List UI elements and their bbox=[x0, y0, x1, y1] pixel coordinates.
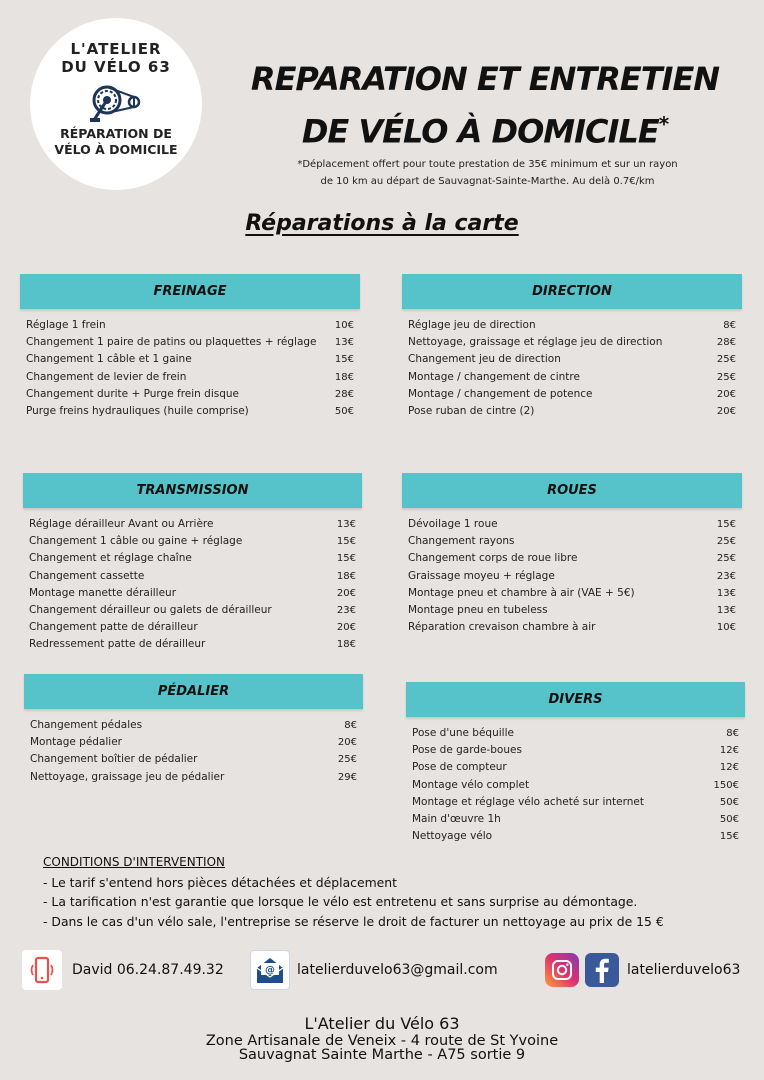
price-row bbox=[20, 317, 360, 334]
price-row bbox=[402, 516, 742, 533]
service-label: Changement durite + Purge frein disque bbox=[26, 387, 239, 400]
section-roues bbox=[402, 473, 742, 636]
price-row bbox=[23, 585, 362, 602]
service-label: Changement 1 câble ou gaine + réglage bbox=[29, 535, 243, 548]
service-price: 18€ bbox=[334, 371, 354, 383]
service-price: 15€ bbox=[334, 354, 354, 366]
footer-address1: Zone Artisanale de Veneix - 4 route de St Yvoine bbox=[205, 1033, 559, 1049]
service-price: 13€ bbox=[334, 337, 354, 349]
price-row bbox=[20, 369, 360, 386]
section-freinage bbox=[20, 274, 360, 420]
price-row bbox=[402, 602, 742, 619]
page-title-line1: REPARATION ET ENTRETIEN bbox=[250, 60, 720, 98]
price-row bbox=[23, 619, 362, 636]
price-row bbox=[20, 403, 360, 420]
email-text[interactable]: latelierduvelo63@gmail.com bbox=[297, 962, 498, 978]
service-price: 28€ bbox=[334, 388, 354, 400]
service-label: Nettoyage, graissage et réglage jeu de direction bbox=[408, 336, 663, 349]
price-row bbox=[402, 550, 742, 567]
section-items bbox=[402, 516, 742, 636]
service-price: 23€ bbox=[716, 570, 736, 582]
phone-text[interactable]: David 06.24.87.49.32 bbox=[72, 962, 224, 978]
service-label: Changement corps de roue libre bbox=[408, 552, 578, 565]
service-price: 13€ bbox=[716, 605, 736, 617]
service-price: 13€ bbox=[336, 519, 356, 530]
service-label: Changement 1 paire de patins ou plaquettes + réglage bbox=[26, 336, 317, 349]
service-price: 25€ bbox=[716, 354, 736, 366]
section-items bbox=[406, 725, 745, 845]
service-label: Montage / changement de cintre bbox=[408, 370, 580, 383]
bike-chainring-icon bbox=[90, 80, 142, 124]
price-row bbox=[402, 568, 742, 585]
service-price: 50€ bbox=[719, 814, 739, 826]
service-price: 50€ bbox=[719, 796, 739, 808]
travel-note-line1: *Déplacement offert pour toute prestation de 35€ minimum et sur un rayon bbox=[297, 159, 678, 170]
service-price: 13€ bbox=[716, 587, 736, 599]
service-label: Changement et réglage chaîne bbox=[29, 552, 192, 565]
logo bbox=[30, 18, 202, 190]
service-price: 18€ bbox=[336, 639, 356, 651]
service-price: 20€ bbox=[336, 622, 356, 634]
service-price: 15€ bbox=[336, 536, 356, 548]
service-label: Montage et réglage vélo acheté sur internet bbox=[412, 795, 644, 808]
service-price: 150€ bbox=[713, 779, 739, 791]
service-price: 20€ bbox=[336, 587, 356, 599]
service-label: Réparation crevaison chambre à air bbox=[408, 621, 596, 634]
service-label: Changement dérailleur ou galets de dérailleur bbox=[29, 604, 272, 617]
price-row bbox=[20, 334, 360, 351]
service-price: 15€ bbox=[716, 519, 736, 530]
price-row bbox=[402, 386, 742, 403]
logo-line2: DU VÉLO 63 bbox=[61, 58, 171, 76]
price-row bbox=[406, 777, 745, 794]
service-price: 20€ bbox=[716, 388, 736, 400]
price-row bbox=[23, 602, 362, 619]
service-label: Montage pneu en tubeless bbox=[408, 604, 548, 617]
service-label: Réglage jeu de direction bbox=[408, 319, 536, 331]
price-row bbox=[24, 734, 363, 751]
price-row bbox=[406, 725, 745, 742]
price-row bbox=[23, 636, 362, 653]
contact-email bbox=[250, 950, 498, 990]
condition-line: - Le tarif s'entend hors pièces détachées et déplacement bbox=[43, 874, 397, 890]
service-label: Redressement patte de dérailleur bbox=[29, 638, 206, 651]
service-label: Purge freins hydrauliques (huile comprise) bbox=[26, 405, 249, 418]
price-row bbox=[20, 386, 360, 403]
phone-icon bbox=[22, 950, 62, 990]
price-row bbox=[406, 794, 745, 811]
service-label: Réglage 1 frein bbox=[26, 319, 106, 331]
service-label: Graissage moyeu + réglage bbox=[408, 569, 555, 582]
logo-sub1: RÉPARATION DE bbox=[60, 126, 172, 141]
price-row bbox=[406, 742, 745, 759]
section-items bbox=[402, 317, 742, 420]
price-row bbox=[23, 516, 362, 533]
service-price: 29€ bbox=[337, 771, 357, 783]
section-header-divers: DIVERS bbox=[406, 682, 745, 717]
service-label: Changement patte de dérailleur bbox=[29, 621, 198, 634]
service-price: 15€ bbox=[719, 831, 739, 843]
travel-note-line2: de 10 km au départ de Sauvagnat-Sainte-Marthe. Au delà 0.7€/km bbox=[320, 176, 655, 187]
section-divers bbox=[406, 682, 745, 845]
service-price: 23€ bbox=[336, 605, 356, 617]
service-price: 12€ bbox=[719, 745, 739, 757]
section-direction bbox=[402, 274, 742, 420]
condition-line: - La tarification n'est garantie que lorsque le vélo est entretenu et sans surprise au démontage. bbox=[43, 894, 638, 909]
conditions-title: CONDITIONS D'INTERVENTION bbox=[43, 855, 226, 869]
service-price: 18€ bbox=[336, 570, 356, 582]
footer-name: L'Atelier du Vélo 63 bbox=[304, 1014, 460, 1033]
email-icon bbox=[250, 950, 290, 990]
section-items bbox=[23, 516, 362, 654]
price-row bbox=[402, 619, 742, 636]
service-label: Montage pédalier bbox=[30, 736, 122, 749]
price-row bbox=[20, 351, 360, 368]
service-label: Changement rayons bbox=[408, 535, 515, 548]
price-row bbox=[24, 769, 363, 786]
service-price: 12€ bbox=[719, 762, 739, 774]
service-price: 25€ bbox=[716, 553, 736, 565]
service-label: Pose ruban de cintre (2) bbox=[408, 405, 535, 418]
price-row bbox=[402, 317, 742, 334]
service-price: 28€ bbox=[716, 337, 736, 349]
service-price: 8€ bbox=[723, 320, 736, 331]
service-price: 20€ bbox=[337, 737, 357, 749]
service-label: Changement boîtier de pédalier bbox=[30, 753, 198, 766]
price-row bbox=[406, 759, 745, 776]
price-row bbox=[406, 828, 745, 845]
condition-line: - Dans le cas d'un vélo sale, l'entreprise se réserve le droit de facturer un nettoyage au prix de 15 € bbox=[43, 913, 664, 929]
service-label: Montage pneu et chambre à air (VAE + 5€) bbox=[408, 586, 635, 599]
price-row bbox=[24, 717, 363, 734]
service-label: Changement de levier de frein bbox=[26, 370, 187, 383]
service-price: 10€ bbox=[716, 622, 736, 634]
section-header-transmission: TRANSMISSION bbox=[23, 473, 362, 508]
price-row bbox=[24, 751, 363, 768]
footer-address2: Sauvagnat Sainte Marthe - A75 sortie 9 bbox=[238, 1047, 526, 1063]
page-title-line2 bbox=[230, 112, 740, 151]
price-row bbox=[23, 550, 362, 567]
section-pedalier bbox=[24, 674, 363, 786]
price-row bbox=[23, 568, 362, 585]
service-price: 20€ bbox=[716, 406, 736, 418]
service-price: 10€ bbox=[334, 320, 354, 331]
section-header-roues: ROUES bbox=[402, 473, 742, 508]
title-asterisk: * bbox=[658, 112, 669, 136]
svg-text:@: @ bbox=[265, 965, 275, 976]
price-row bbox=[402, 334, 742, 351]
page-title-line2-text: DE VÉLO À DOMICILE bbox=[301, 112, 659, 151]
service-label: Montage manette dérailleur bbox=[29, 586, 177, 599]
service-price: 25€ bbox=[716, 371, 736, 383]
logo-line1: L'ATELIER bbox=[70, 40, 162, 58]
price-row bbox=[23, 533, 362, 550]
service-price: 25€ bbox=[716, 536, 736, 548]
section-items bbox=[20, 317, 360, 420]
price-row bbox=[406, 811, 745, 828]
social-handle[interactable]: latelierduvelo63 bbox=[627, 962, 741, 978]
section-header-freinage: FREINAGE bbox=[20, 274, 360, 309]
facebook-icon[interactable] bbox=[585, 953, 619, 987]
service-label: Changement cassette bbox=[29, 569, 145, 582]
service-price: 8€ bbox=[344, 720, 357, 731]
service-label: Montage / changement de potence bbox=[408, 387, 593, 400]
service-label: Pose de garde-boues bbox=[412, 744, 522, 757]
service-price: 8€ bbox=[726, 728, 739, 739]
contact-phone bbox=[22, 950, 224, 990]
service-label: Nettoyage, graissage jeu de pédalier bbox=[30, 770, 225, 783]
service-label: Changement pédales bbox=[30, 719, 143, 731]
price-row bbox=[402, 369, 742, 386]
price-row bbox=[402, 403, 742, 420]
service-label: Réglage dérailleur Avant ou Arrière bbox=[29, 518, 214, 530]
conditions bbox=[43, 853, 743, 931]
menu-subtitle: Réparations à la carte bbox=[245, 211, 519, 236]
price-row bbox=[402, 351, 742, 368]
service-label: Changement jeu de direction bbox=[408, 353, 561, 366]
contact-social bbox=[545, 950, 740, 990]
section-items bbox=[24, 717, 363, 786]
price-row bbox=[402, 533, 742, 550]
service-label: Pose de compteur bbox=[412, 761, 507, 774]
service-label: Dévoilage 1 roue bbox=[408, 518, 498, 530]
logo-sub2: VÉLO À DOMICILE bbox=[54, 142, 178, 157]
service-label: Montage vélo complet bbox=[412, 778, 530, 791]
price-row bbox=[402, 585, 742, 602]
service-label: Pose d'une béquille bbox=[412, 727, 514, 739]
service-price: 15€ bbox=[336, 553, 356, 565]
service-label: Nettoyage vélo bbox=[412, 830, 493, 843]
section-transmission bbox=[23, 473, 362, 654]
service-label: Changement 1 câble et 1 gaine bbox=[26, 353, 192, 366]
section-header-direction: DIRECTION bbox=[402, 274, 742, 309]
instagram-icon[interactable] bbox=[545, 953, 579, 987]
service-label: Main d'œuvre 1h bbox=[412, 813, 501, 826]
section-header-pedalier: PÉDALIER bbox=[24, 674, 363, 709]
service-price: 50€ bbox=[334, 406, 354, 418]
service-price: 25€ bbox=[337, 754, 357, 766]
